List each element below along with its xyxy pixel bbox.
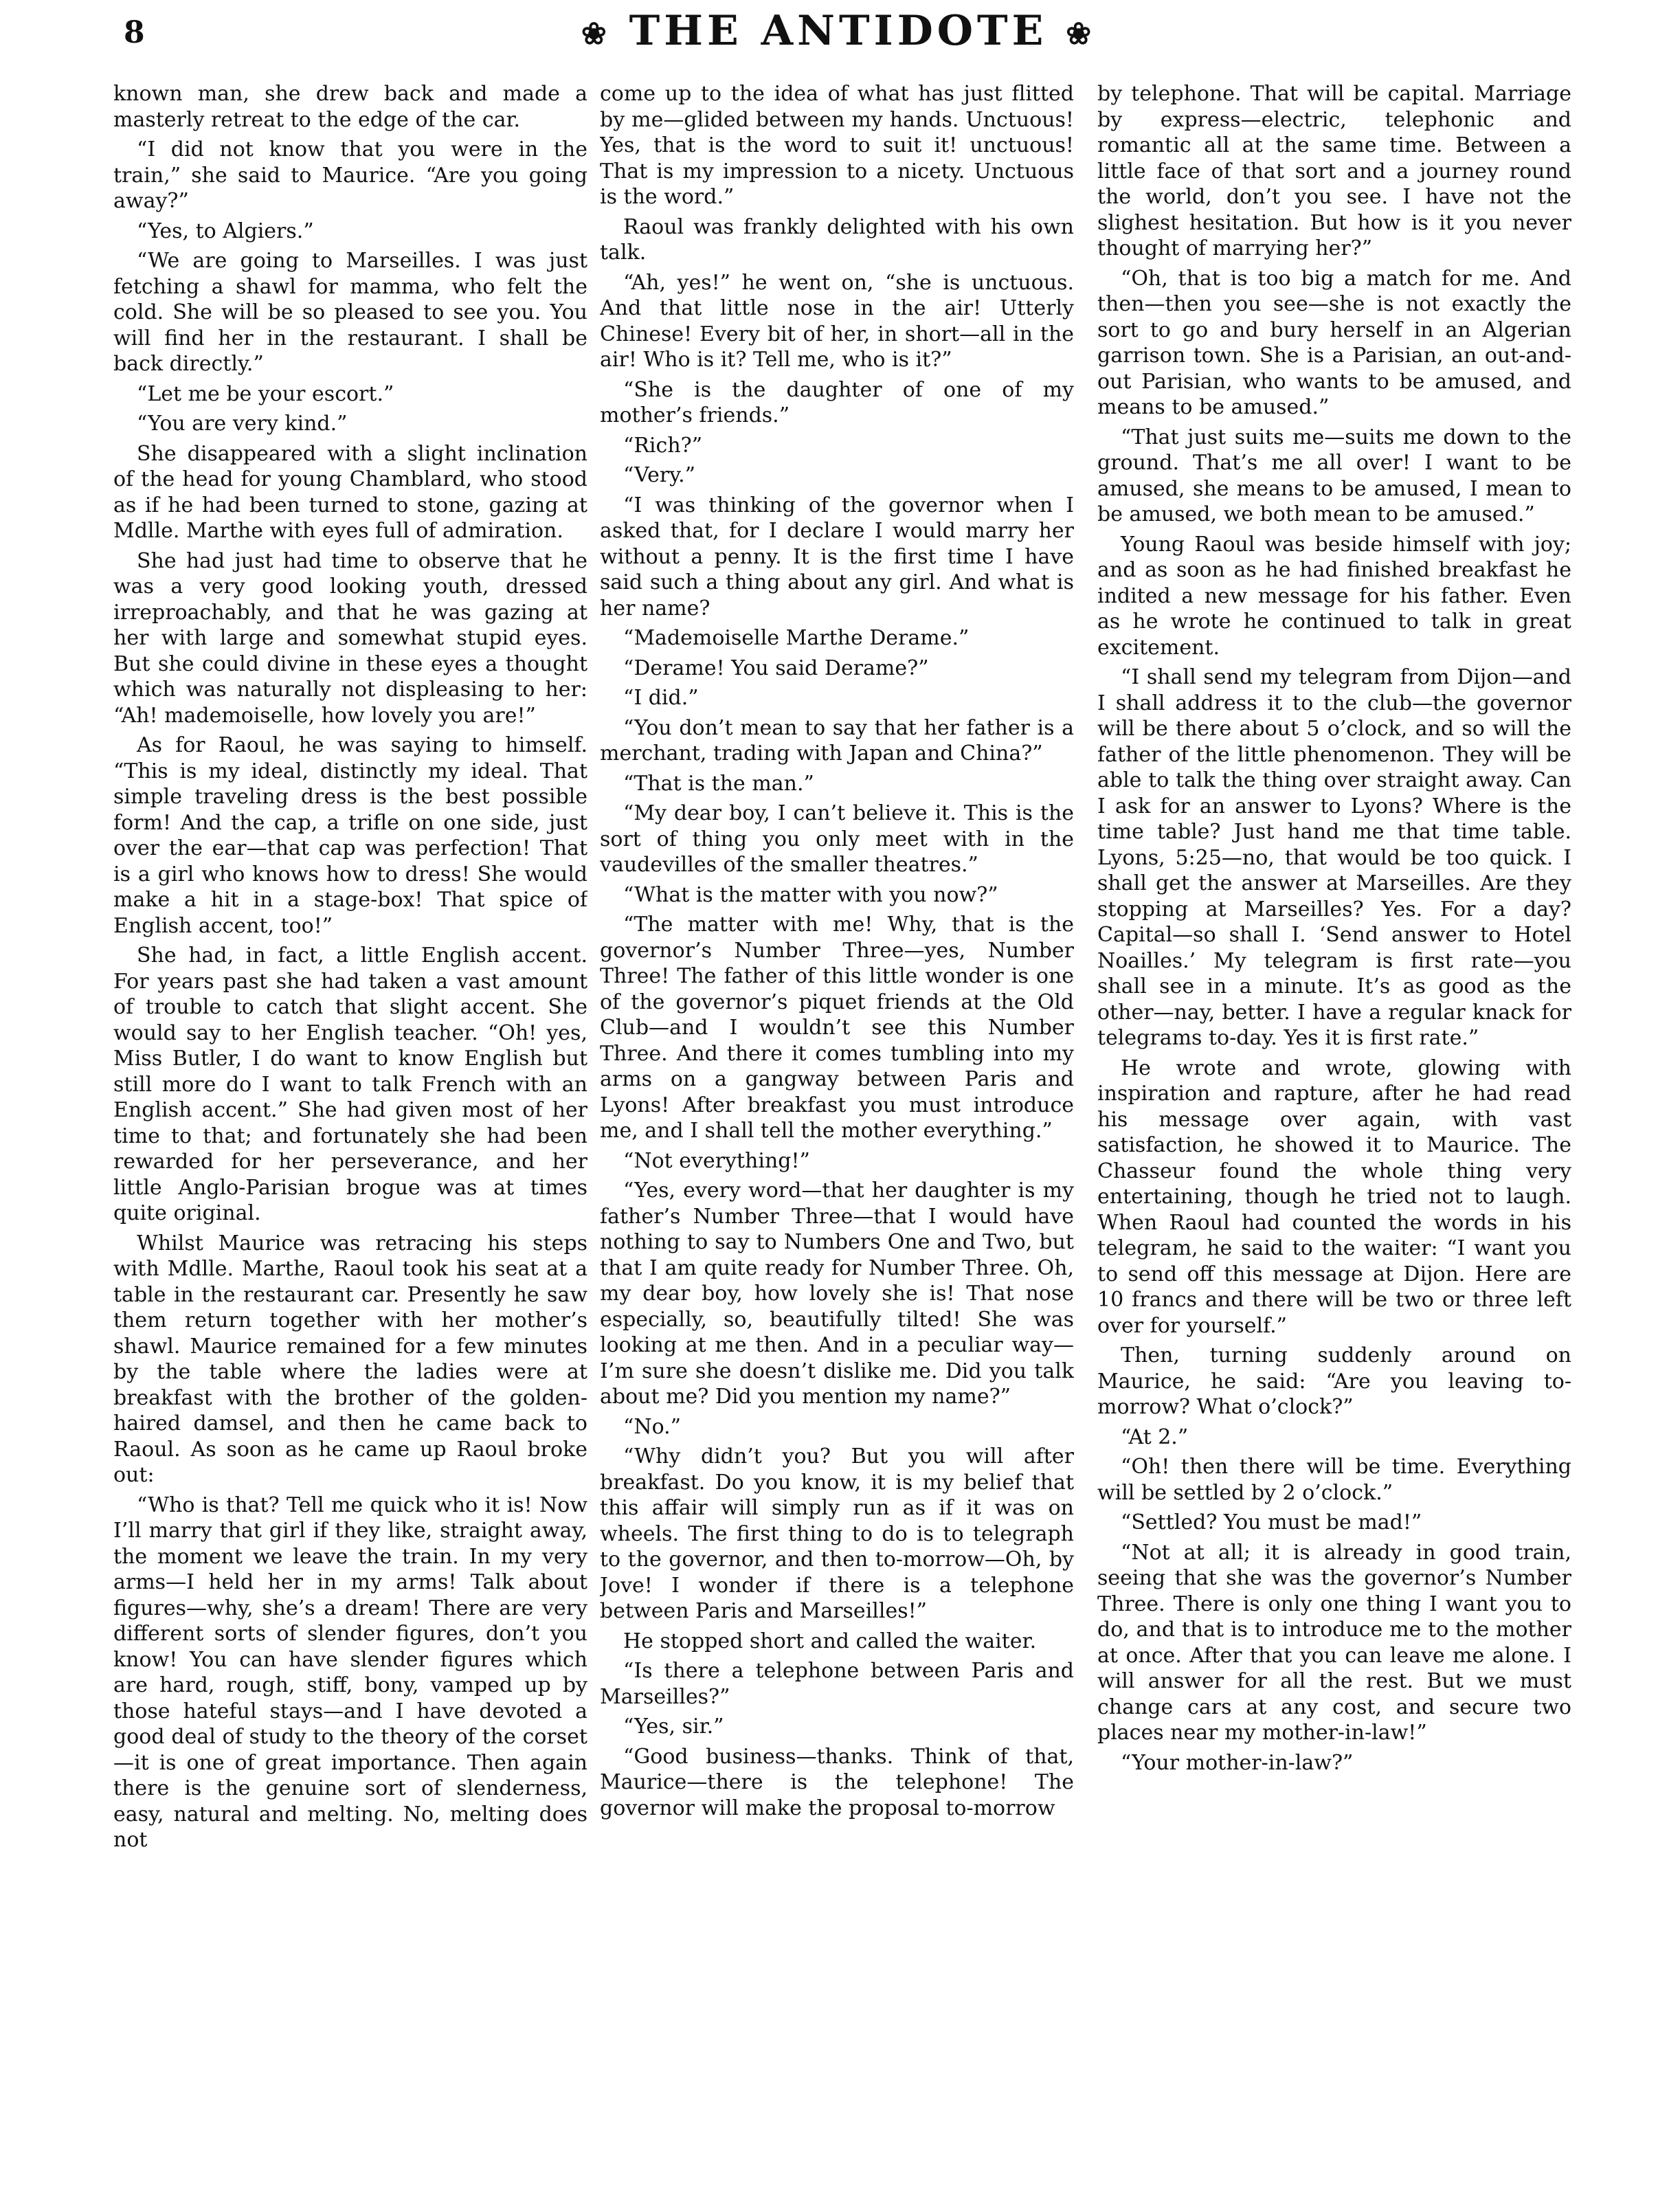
text-column-3 [1097,81,1571,2129]
paragraph: “Not everything!” [623,1148,810,1173]
paragraph: “The matter with me! Why, that is the governor’s Number Three—yes, Number Three! The father of this little wonder is one of the governor’s piquet friends at the Old Club—and I wouldn’t see this Number Three. And there it comes tumbling into my arms on a gangway between Paris and Lyons! After breakfast you must introduce me, and I shall tell the mother everything.” [600,913,1074,1143]
paragraph: “We are going to Marseilles. I was just fetching a shawl for mamma, who felt the cold. She will be so pleased to see you. You will find her in the restaurant. I shall be back directly.” [113,249,587,376]
paragraph: “I was thinking of the governor when I asked that, for I declare I would marry her without a penny. It is the first time I have said such a thing about any girl. And what is her name? [600,493,1074,621]
paragraph: He wrote and wrote, glowing with inspiration and rapture, after he had read his message over again, with vast satisfaction, he showed it to Maurice. The Chasseur found the whole thing very entertaining, though he tried not to laugh. When Raoul had counted the words in his telegram, he said to the waiter: “I want you to send off this message at Dijon. Here are 10 francs and there will be two or three left over for yourself.” [1097,1055,1571,1338]
paragraph: “Settled? You must be mad!” [1121,1510,1422,1534]
paragraph: “Yes, every word—that her daughter is my father’s Number Three—that I would have nothing to say to Numbers One and Two, but that I am quite ready for Number Three. Oh, my dear boy, how lovely she is! That nose especially, so, beautifully tilted! She was looking at me then. And in a peculiar way—I’m sure she doesn’t dislike me. Did you talk about me? Did you mention my name?” [600,1178,1074,1409]
paragraph: “Very.” [623,463,696,487]
ornament-right-icon: ❀ [1066,16,1096,52]
paragraph: “You don’t mean to say that her father is a merchant, trading with Japan and China?” [600,715,1074,766]
paragraph: “What is the matter with you now?” [623,882,998,907]
paragraph: As for Raoul, he was saying to himself. “This is my ideal, distinctly my ideal. That simple traveling dress is the best possible form! And the cap, a trifle on one side, just over the ear—that cap was perfection! That is a girl who knows how to dress! She would make a hit in a stage-box! That spice of English accent, too!” [113,733,587,938]
masthead [522,7,1154,55]
paragraph: “Why didn’t you? But you will after breakfast. Do you know, it is my belief that this affair will simply run as if it was on wheels. The first thing to do is to telegraph to the governor, and then to-morrow—Oh, by Jove! I wonder if there is a telephone between Paris and Marseilles!” [600,1444,1074,1623]
paragraph: Raoul was frankly delighted with his own talk. [600,214,1074,265]
paragraph: “Is there a telephone between Paris and Marseilles?” [600,1659,1074,1709]
paragraph: She had, in fact, a little English accent. For years past she had taken a vast amount of trouble to catch that slight accent. She would say to her English teacher. “Oh! yes, Miss Butler, I do want to know English but still more do I want to talk French with an English accent.” She had given most of her time to that; and fortunately she had been rewarded for her perseverance, and her little Anglo-Parisian brogue was at times quite original. [113,943,587,1225]
paragraph: “Oh, that is too big a match for me. And then—then you see—she is not exactly the sort to go and bury herself in an Algerian garrison town. She is a Parisian, an out-and-out Parisian, who wants to be amused, and means to be amused.” [1097,266,1571,419]
paragraph: “Rich?” [623,433,703,458]
paragraph: Young Raoul was beside himself with joy; and as soon as he had finished breakfast he indited a new message for his father. Even as he wrote he continued to talk in great excitement. [1097,532,1571,660]
paragraph: “She is the daughter of one of my mother’s friends.” [600,377,1074,427]
paragraph: “Who is that? Tell me quick who it is! Now I’ll marry that girl if they like, straight away, the moment we leave the train. In my very arms—I held her in my arms! Talk about figures—why, she’s a dream! There are very different sorts of slender figures, don’t you know! You can have slender figures which are hard, rough, stiff, bony, vamped up by those hateful stays—and I have devoted a good deal of study to the theory of the corset—it is one of great importance. Then again there is the genuine sort of slenderness, easy, natural and melting. No, melting does not [113,1493,587,1852]
paragraph: “Good business—thanks. Think of that, Maurice—there is the telephone! The governor will make the proposal to-morrow [600,1744,1074,1820]
masthead-title: THE ANTIDOTE [629,7,1048,55]
paragraph: “Yes, sir.” [623,1714,724,1739]
paragraph: “I did.” [623,686,699,710]
paragraph: “I shall send my telegram from Dijon—and I shall address it to the club—the governor will be there about 5 o’clock, and so will the father of the little phenomenon. They will be able to talk the thing over straight away. Can I ask for an answer to Lyons? Where is the time table? Just hand me that time table. Lyons, 5:25—no, that would be too quick. I shall get the answer at Marseilles. Are they stopping at Marseilles? Yes. For a day? Capital—so shall I. ‘Send answer to Hotel Noailles.’ My telegram is first rate—you shall see in a minute. It’s as good as the other—nay, better. I have a regular knack for telegrams to-day. Yes it is first rate.” [1097,665,1571,1050]
paragraph: “Yes, to Algiers.” [137,219,314,243]
paragraph: “Oh! then there will be time. Everything will be settled by 2 o’clock.” [1097,1455,1571,1505]
page-number: 8 [124,15,145,50]
paragraph: come up to the idea of what has just flitted by me—glided between my hands. Unctuous! Yes, that is the word to suit it! unctuous! That is my impression to a nicety. Unctuous is the word.” [600,82,1074,209]
paragraph: She disappeared with a slight inclination of the head for young Chamblard, who stood as if he had been turned to stone, gazing at Mdlle. Marthe with eyes full of admiration. [113,441,587,543]
paragraph: by telephone. That will be capital. Marriage by express—electric, telephonic and romantic all at the same time. Between a little face of that sort and a journey round the world, don’t you see. I have not the slighest hesitation. But how is it you never thought of marrying her?” [1097,82,1571,260]
paragraph: “I did not know that you were in the train,” she said to Maurice. “Are you going away?” [113,137,587,213]
paragraph: “Your mother-in-law?” [1121,1750,1354,1775]
paragraph: Whilst Maurice was retracing his steps with Mdlle. Marthe, Raoul took his seat at a table in the restaurant car. Presently he saw them return together with her mother’s shawl. Maurice remained for a few minutes by the table where the ladies were at breakfast with the brother of the golden-haired damsel, and then he came back to Raoul. As soon as he came up Raoul broke out: [113,1231,587,1487]
paragraph: “Not at all; it is already in good train, seeing that she was the governor’s Number Three. There is only one thing I want you to do, and that is to introduce me to the mother at once. After that you can leave me alone. I will answer for all the rest. But we must change cars at any cost, and secure two places near my mother-in-law!” [1097,1540,1571,1745]
paragraph: She had just had time to observe that he was a very good looking youth, dressed irreproachably, and that he was gazing at her with large and somewhat stupid eyes. But she could divine in these eyes a thought which was naturally not displeasing to her: “Ah! mademoiselle, how lovely you are!” [113,548,587,728]
paragraph: “You are very kind.” [137,412,348,436]
paragraph: “That just suits me—suits me down to the ground. That’s me all over! I want to be amused, she means to be amused, I mean to be amused, we both mean to be amused.” [1097,425,1571,526]
text-column-2 [600,81,1074,2129]
paragraph: “Ah, yes!” he went on, “she is unctuous. And that little nose in the air! Utterly Chinese! Every bit of her, in short—all in the air! Who is it? Tell me, who is it?” [600,270,1074,372]
paragraph: “Let me be your escort.” [137,381,394,406]
paragraph: “At 2.” [1121,1424,1189,1449]
ornament-left-icon: ❀ [581,16,611,52]
paragraph: known man, she drew back and made a masterly retreat to the edge of the car. [113,82,587,132]
paragraph: “My dear boy, I can’t believe it. This is the sort of thing you only meet with in the vaudevilles of the smaller theatres.” [600,801,1074,877]
paragraph: “That is the man.” [623,771,814,796]
paragraph: He stopped short and called the waiter. [623,1629,1037,1653]
paragraph: “No.” [623,1414,681,1439]
paragraph: “Mademoiselle Marthe Derame.” [623,626,970,650]
paragraph: Then, turning suddenly around on Maurice, he said: “Are you leaving to-morrow? What o’clock?” [1097,1343,1571,1419]
paragraph: “Derame! You said Derame?” [623,656,929,680]
text-column-1 [113,81,587,2129]
